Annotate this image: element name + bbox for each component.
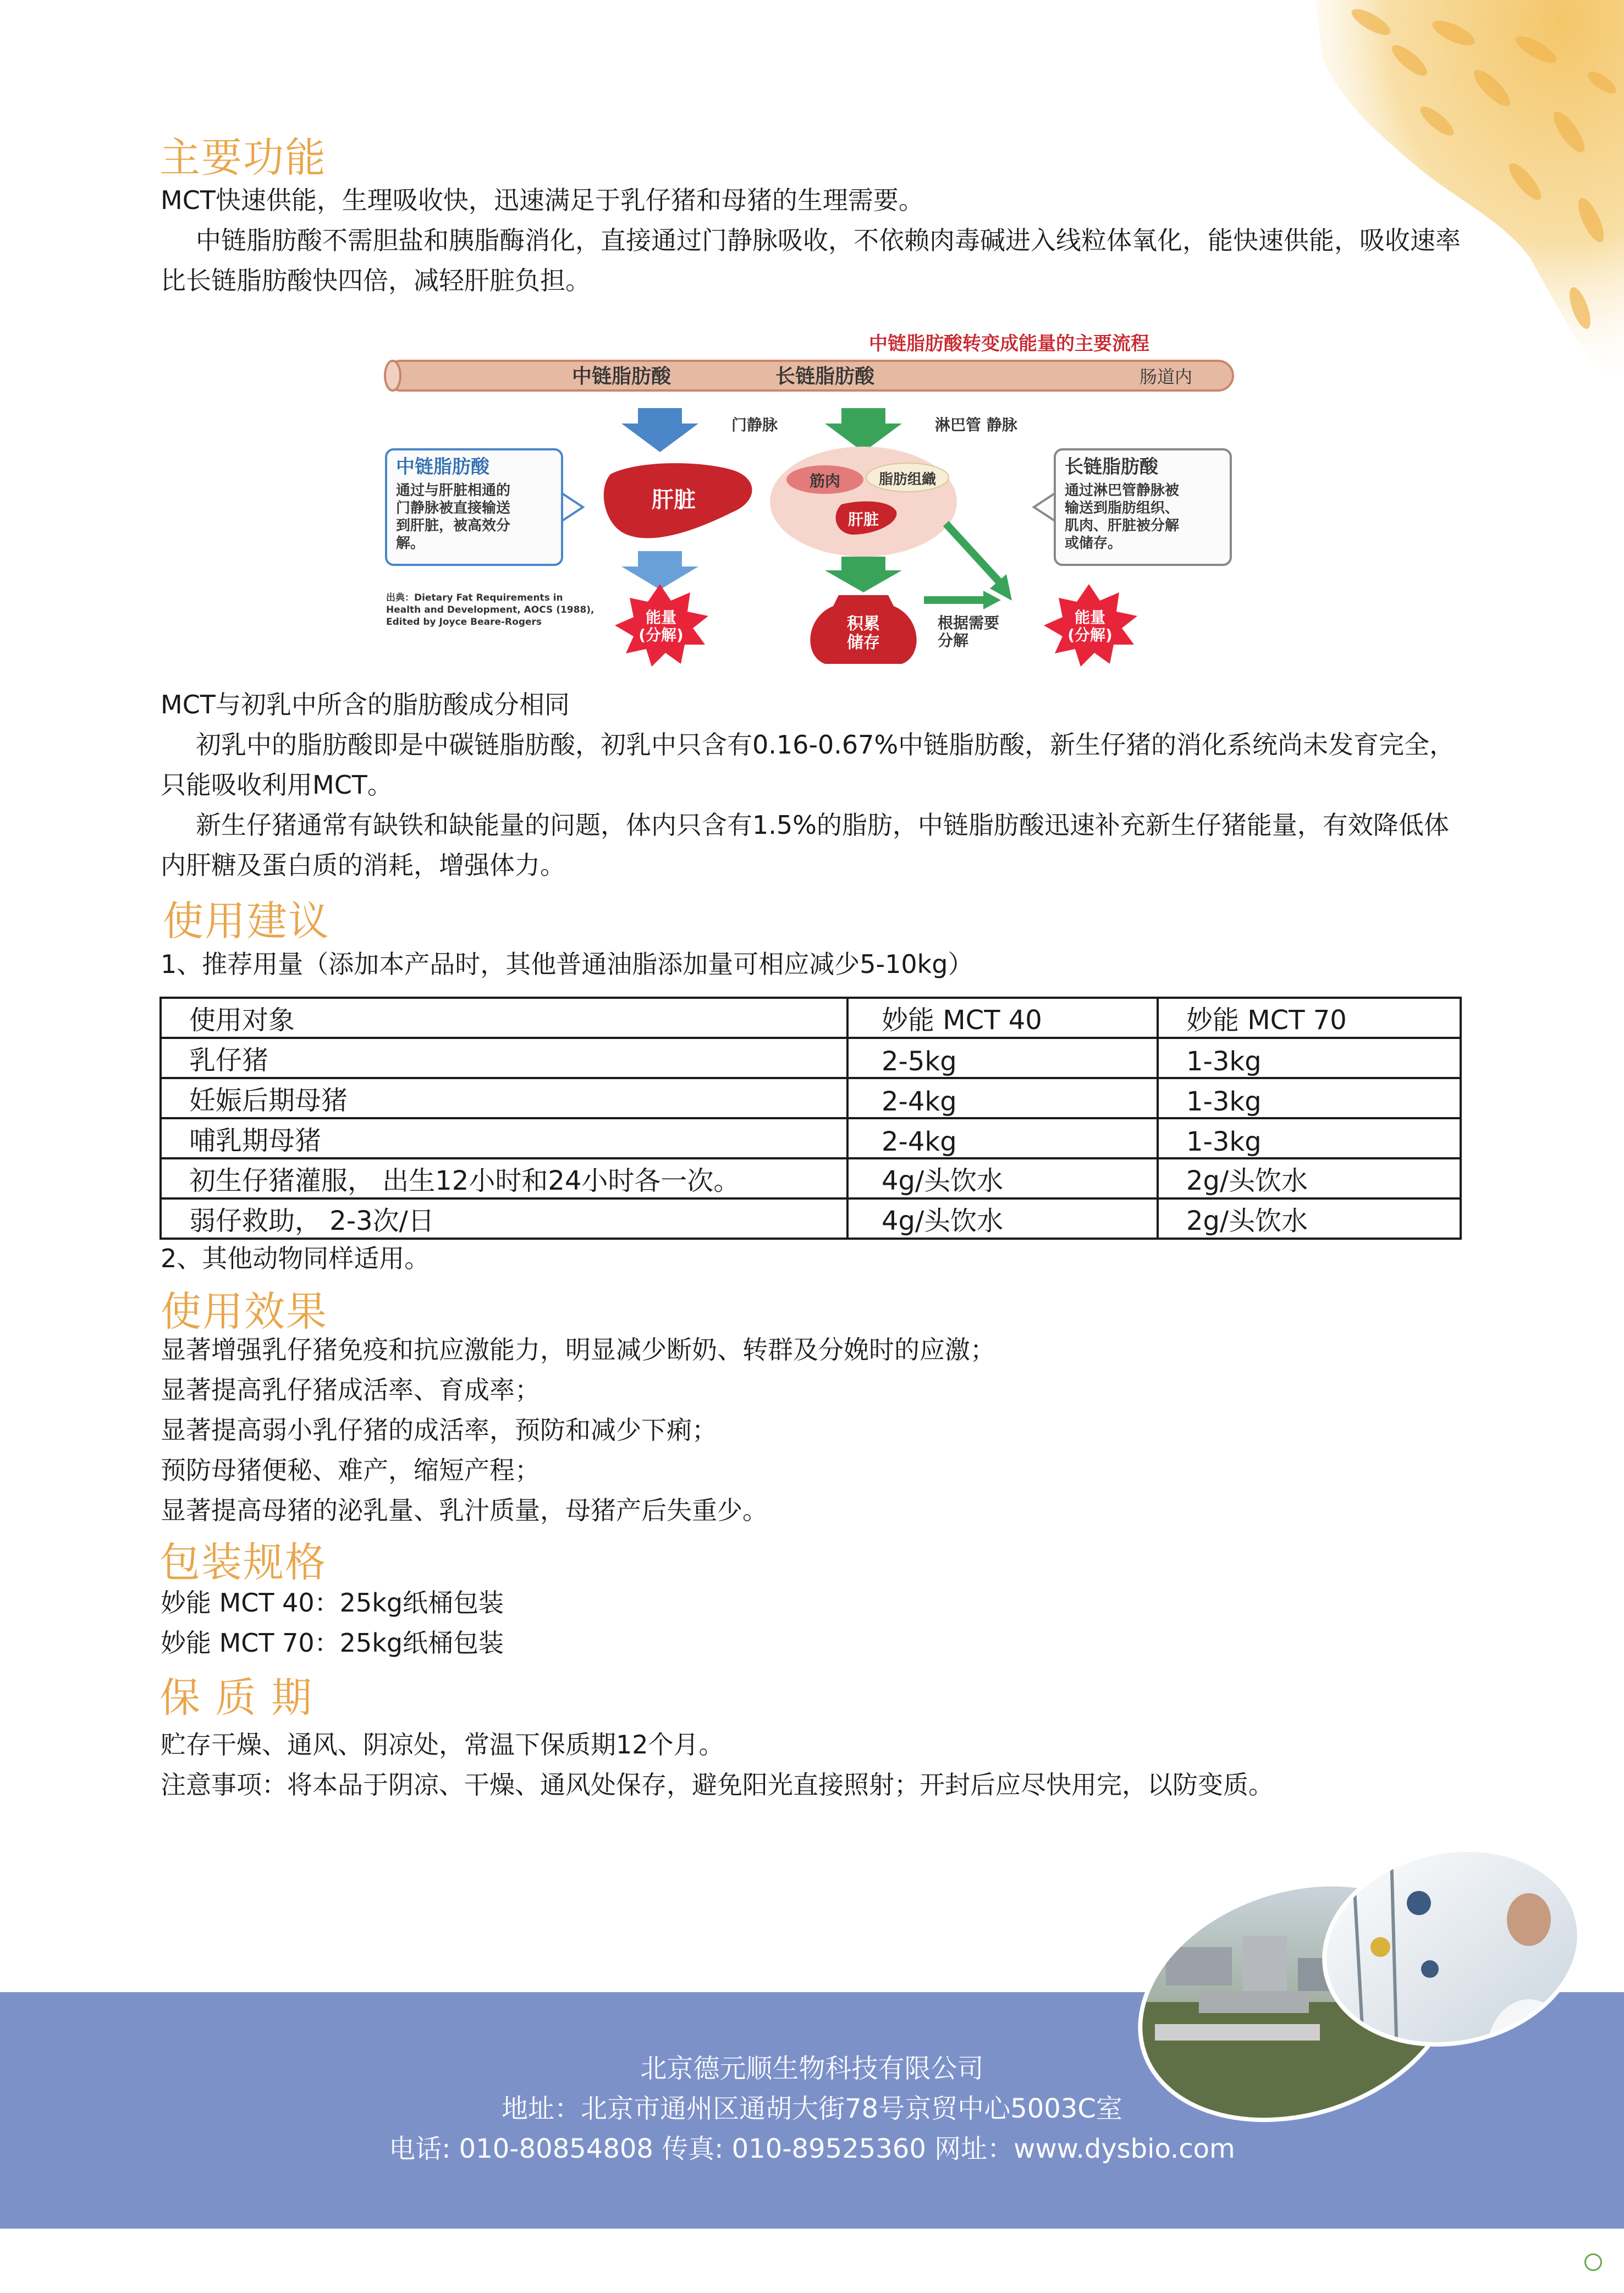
packaging-item: 妙能 MCT 40：25kg纸桶包装 [161, 1588, 504, 1618]
table-cell: 乳仔猪 [161, 1038, 847, 1078]
diagram-source [386, 592, 594, 628]
lymph-vein-label: 淋巴管 静脉 [935, 416, 1017, 434]
table-row [161, 1078, 1461, 1118]
liver-small-label: 肝脏 [847, 510, 879, 529]
mcfa-energy-flow-diagram [379, 326, 1237, 667]
tissue-to-storage-arrow [825, 557, 902, 592]
table-row [161, 1118, 1461, 1158]
table-cell: 初生仔猪灌服， 出生12小时和24小时各一次。 [161, 1158, 847, 1198]
portal-vein-arrow [621, 408, 698, 452]
storage-to-energy-arrowhead [983, 591, 1001, 609]
functions-paragraph-5: 新生仔猪通常有缺铁和缺能量的问题，体内只含有1.5%的脂肪，中链脂肪酸迅速补充新生仔猪能量，有效降低体内肝糖及蛋白质的消耗，增强体力。 [161, 810, 1449, 880]
text-line: 通过淋巴管静脉被 [1065, 482, 1180, 499]
functions-paragraph-1: MCT快速供能，生理吸收快，迅速满足于乳仔猪和母猪的生理需要。 [161, 185, 924, 215]
liver-to-energy-arrow [621, 551, 698, 590]
muscle-label: 筋肉 [809, 472, 841, 490]
text-line: 输送到脂肪组织、 [1065, 500, 1180, 516]
text-line: 分解 [938, 631, 969, 650]
text-line: 通过与肝脏相通的 [396, 482, 511, 499]
effects-item: 显著提高母猪的泌乳量、乳汁质量，母猪产后失重少。 [161, 1495, 768, 1525]
text-line: (分解) [1067, 626, 1113, 644]
diagram-title: 中链脂肪酸转变成能量的主要流程 [869, 333, 1149, 355]
table-cell: 2g/头饮水 [1158, 1198, 1461, 1239]
table-header-row [161, 998, 1461, 1038]
effects-item: 显著提高弱小乳仔猪的成活率，预防和减少下痢； [161, 1415, 717, 1445]
shelf-life-item: 贮存干燥、通风、阴凉处，常温下保质期12个月。 [161, 1730, 724, 1759]
section-title-usage: 使用建议 [163, 898, 330, 945]
as-needed-label [938, 614, 999, 650]
functions-paragraph-3: MCT与初乳中所含的脂肪酸成分相同 [161, 690, 570, 719]
section-title-shelf-life: 保 质 期 [159, 1674, 313, 1722]
table-header-cell: 妙能 MCT 40 [847, 998, 1158, 1038]
table-header-cell: 妙能 MCT 70 [1158, 998, 1461, 1038]
text-line: 储存 [847, 633, 880, 652]
table-cell: 2g/头饮水 [1158, 1158, 1461, 1198]
effects-item: 显著提高乳仔猪成活率、育成率； [161, 1375, 540, 1405]
table-cell: 哺乳期母猪 [161, 1118, 847, 1158]
tube-intestine-label: 肠道内 [1139, 366, 1193, 387]
table-row [161, 1158, 1461, 1198]
intestine-tube-end [385, 361, 400, 391]
table-cell: 弱仔救助， 2-3次/日 [161, 1198, 847, 1239]
corner-mark-icon [1584, 2253, 1602, 2271]
text-line: (分解) [638, 626, 684, 644]
footer-company: 北京德元顺生物科技有限公司 [640, 2053, 984, 2084]
functions-paragraph-2: 中链脂肪酸不需胆盐和胰脂酶消化，直接通过门静脉吸收，不依赖肉毒碱进入线粒体氧化，能快速供能，吸收速率比长链脂肪酸快四倍，减轻肝脏负担。 [161, 226, 1461, 295]
effects-item: 显著增强乳仔猪免疫和抗应激能力，明显减少断奶、转群及分娩时的应激； [161, 1335, 995, 1365]
mcfa-info-box-pointer [562, 493, 583, 521]
footer-contact: 电话: 010-80854808 传真: 010-89525360 网址：www.dysbio.com [389, 2133, 1235, 2164]
storage-to-energy-arrow [924, 596, 984, 604]
table-cell: 2-4kg [847, 1078, 1158, 1118]
section-title-packaging: 包装规格 [159, 1539, 327, 1586]
text-line: 或储存。 [1065, 535, 1122, 552]
table-cell: 4g/头饮水 [847, 1158, 1158, 1198]
factory-lab-photos [1133, 1837, 1584, 2123]
text-line: 能量 [1074, 608, 1106, 626]
usage-intro: 1、推荐用量（添加本产品时，其他普通油脂添加量可相应减少5-10kg） [161, 949, 973, 979]
mcfa-box-title: 中链脂肪酸 [396, 456, 489, 478]
text-line: 到肝脏，被高效分 [396, 518, 511, 534]
text-line: 解。 [396, 535, 425, 552]
table-cell: 4g/头饮水 [847, 1198, 1158, 1239]
table-cell: 妊娠后期母猪 [161, 1078, 847, 1118]
packaging-item: 妙能 MCT 70：25kg纸桶包装 [161, 1628, 504, 1658]
section-title-effects: 使用效果 [161, 1288, 328, 1335]
table-cell: 1-3kg [1158, 1118, 1461, 1158]
text-line: 根据需要 [938, 614, 1000, 632]
portal-vein-label: 门静脉 [731, 416, 778, 434]
text-line: 出典：Dietary Fat Requirements in [386, 592, 563, 603]
text-line: 肌肉、肝脏被分解 [1065, 518, 1180, 534]
table-cell: 1-3kg [1158, 1078, 1461, 1118]
shelf-life-item: 注意事项：将本品于阴凉、干燥、通风处保存，避免阳光直接照射；开封后应尽快用完，以防变质。 [161, 1770, 1274, 1800]
table-cell: 2-5kg [847, 1038, 1158, 1078]
text-line: 积累 [847, 614, 880, 634]
footer-address: 地址：北京市通州区通胡大街78号京贸中心5003C室 [502, 2093, 1122, 2124]
functions-paragraph-4: 初乳中的脂肪酸即是中碳链脂肪酸，初乳中只含有0.16-0.67%中链脂肪酸，新生仔猪的消化系统尚未发育完全，只能吸收利用MCT。 [161, 730, 1455, 800]
table-row [161, 1038, 1461, 1078]
text-line: 能量 [645, 608, 677, 626]
lymph-arrow [825, 408, 902, 452]
adipose-label: 脂肪组織 [878, 471, 937, 488]
text-line: 门静脉被直接输送 [396, 500, 511, 516]
tube-mcfa-label: 中链脂肪酸 [571, 365, 671, 388]
liver-label: 肝脏 [652, 487, 696, 513]
storage-label [847, 614, 880, 652]
lcfa-info-box-pointer [1034, 493, 1055, 521]
dosage-table [159, 997, 1462, 1240]
tissue-to-energy-arrow [946, 524, 1006, 590]
text-line: Edited by Joyce Beare-Rogers [386, 617, 542, 628]
table-row [161, 1198, 1461, 1239]
tube-lcfa-label: 长链脂肪酸 [775, 365, 875, 388]
lcfa-box-title: 长链脂肪酸 [1065, 456, 1158, 478]
table-cell: 2-4kg [847, 1118, 1158, 1158]
usage-note: 2、其他动物同样适用。 [161, 1244, 430, 1273]
section-title-functions: 主要功能 [159, 134, 327, 182]
table-cell: 1-3kg [1158, 1038, 1461, 1078]
table-header-cell: 使用对象 [161, 998, 847, 1038]
text-line: Health and Development, AOCS (1988), [386, 604, 594, 615]
effects-item: 预防母猪便秘、难产，缩短产程； [161, 1455, 540, 1485]
